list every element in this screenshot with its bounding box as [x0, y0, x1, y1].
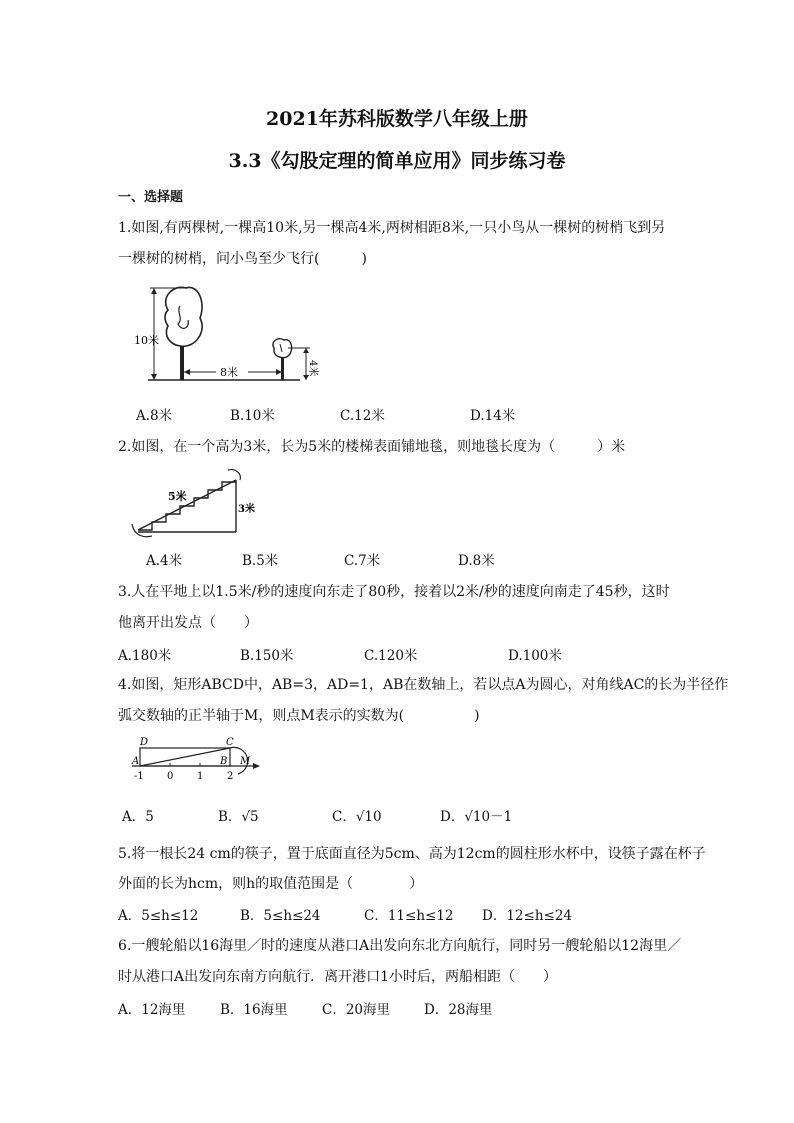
q1-fig-label-8m: 8米 [220, 366, 238, 379]
q2-option-b[interactable]: B.5米 [242, 553, 279, 569]
q4-tick-1: 1 [197, 771, 204, 782]
q1-fig-label-10m: 10米 [134, 334, 159, 347]
q2-option-d[interactable]: D.8米 [458, 553, 495, 569]
q4-option-b[interactable]: B．√5 [218, 809, 259, 825]
q1-option-d[interactable]: D.14米 [470, 408, 516, 424]
q2-stairs-figure [128, 462, 260, 542]
q4-tick-2: 2 [227, 771, 234, 782]
q5-text-line2: 外面的长为hcm，则h的取值范围是（ ） [118, 876, 424, 892]
section-heading: 一、选择题 [118, 190, 184, 205]
q6-text-line2: 时从港口A出发向东南方向航行．离开港口1小时后，两船相距（ ） [118, 969, 558, 985]
q3-option-d[interactable]: D.100米 [508, 648, 562, 664]
q2-text-line1: 2.如图，在一个高为3米，长为5米的楼梯表面铺地毯，则地毯长度为（ ）米 [118, 439, 626, 455]
q4-text-line2: 弧交数轴的正半轴于M，则点M表示的实数为( ) [118, 708, 480, 724]
q4-tick-0: 0 [167, 771, 174, 782]
q4-tick-minus1: -1 [134, 771, 144, 782]
q3-option-c[interactable]: C.120米 [364, 648, 418, 664]
q3-option-a[interactable]: A.180米 [118, 648, 172, 664]
q4-fig-label-d: D [140, 737, 149, 748]
q1-fig-label-4m: 4米 [307, 360, 318, 377]
page-title: 2021年苏科版数学八年级上册 [266, 108, 528, 130]
q5-option-a[interactable]: A．5≤h≤12 [118, 908, 199, 924]
q4-fig-label-m: M [240, 756, 251, 767]
q6-option-a[interactable]: A．12海里 [118, 1002, 186, 1018]
q6-option-d[interactable]: D．28海里 [424, 1002, 493, 1018]
q6-option-b[interactable]: B．16海里 [220, 1002, 288, 1018]
q4-fig-label-a: A [132, 756, 140, 767]
page-subtitle: 3.3《勾股定理的简单应用》同步练习卷 [228, 150, 566, 172]
q2-fig-label-3m: 3米 [238, 504, 255, 515]
q4-number-line-figure [128, 734, 264, 782]
q6-text-line1: 6.一艘轮船以16海里／时的速度从港口A出发向东北方向航行，同时另一艘轮船以12海里／ [118, 938, 682, 954]
q3-option-b[interactable]: B.150米 [240, 648, 294, 664]
q5-option-b[interactable]: B．5≤h≤24 [240, 908, 321, 924]
q5-text-line1: 5.将一根长24 cm的筷子，置于底面直径为5cm、高为12cm的圆柱形水杯中，设筷子露在杯子 [118, 846, 706, 862]
q2-fig-label-5m: 5米 [168, 490, 187, 503]
q5-option-c[interactable]: C．11≤h≤12 [364, 908, 454, 924]
q1-trees-figure [128, 282, 328, 388]
q4-fig-label-b: B [220, 756, 228, 767]
q2-option-c[interactable]: C.7米 [344, 553, 381, 569]
q4-option-d[interactable]: D．√10－1 [440, 809, 513, 825]
q2-option-a[interactable]: A.4米 [146, 553, 183, 569]
q6-option-c[interactable]: C．20海里 [322, 1002, 391, 1018]
q3-text-line2: 他离开出发点（ ） [118, 615, 258, 631]
q4-text-line1: 4.如图，矩形ABCD中，AB=3，AD=1，AB在数轴上，若以点A为圆心，对角线AC的长为半径作 [118, 677, 729, 693]
q5-option-d[interactable]: D．12≤h≤24 [482, 908, 572, 924]
q1-option-c[interactable]: C.12米 [340, 408, 385, 424]
q1-option-a[interactable]: A.8米 [136, 408, 173, 424]
q4-option-a[interactable]: A．5 [122, 809, 154, 825]
q4-option-c[interactable]: C．√10 [332, 809, 382, 825]
q3-text-line1: 3.人在平地上以1.5米/秒的速度向东走了80秒，接着以2米/秒的速度向南走了45秒，这时 [118, 584, 670, 600]
q1-text-line1: 1.如图,有两棵树,一棵高10米,另一棵高4米,两树相距8米,一只小鸟从一棵树的树梢飞到另 [118, 220, 666, 236]
q1-text-line2: 一棵树的树梢，问小鸟至少飞行( ) [118, 251, 367, 267]
q4-fig-label-c: C [226, 737, 234, 748]
q1-option-b[interactable]: B.10米 [230, 408, 275, 424]
